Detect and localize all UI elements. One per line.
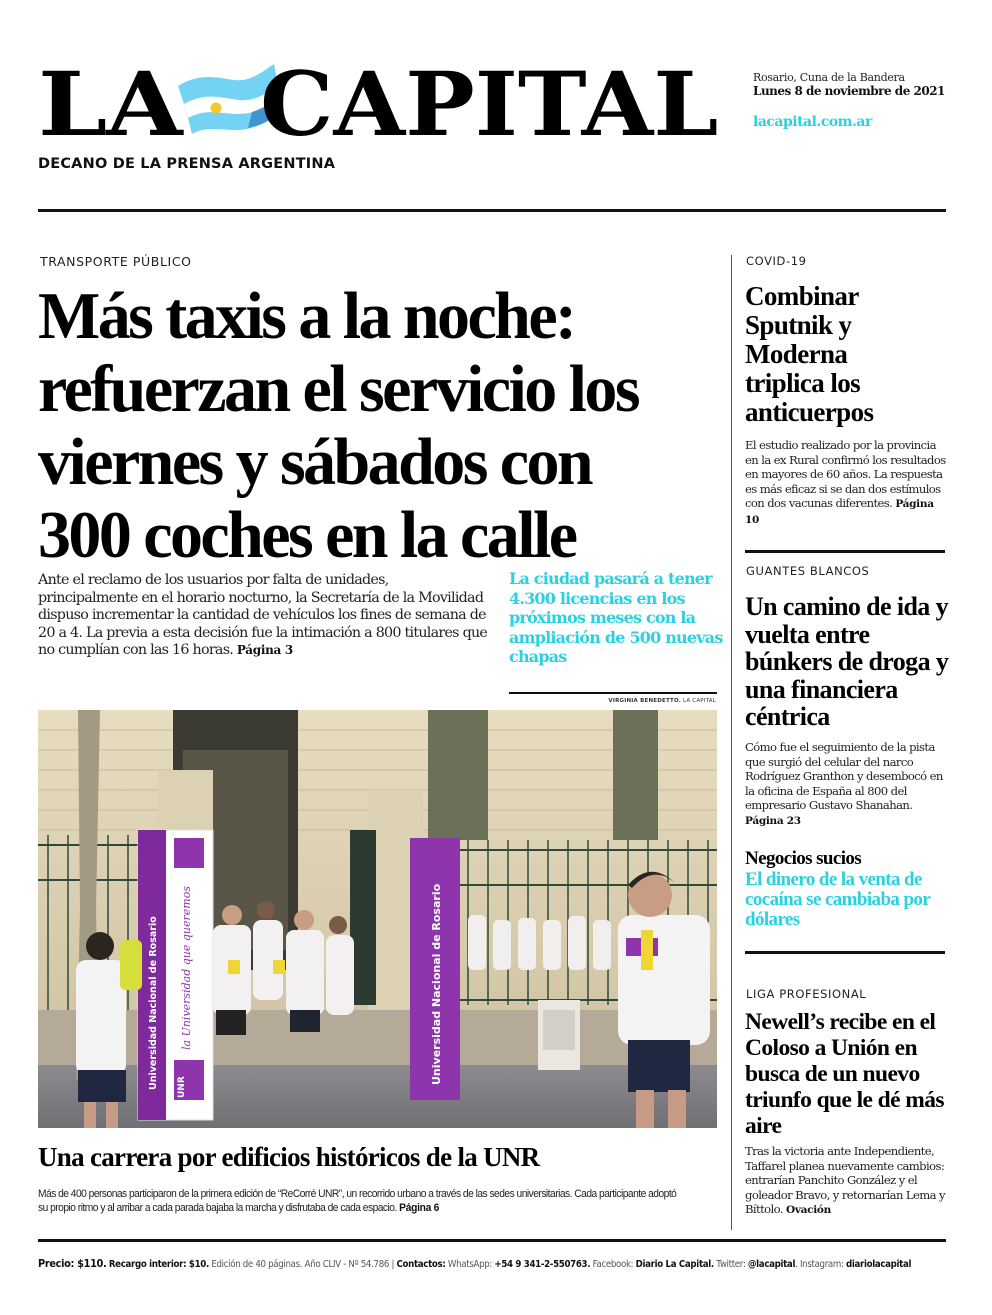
photographer-name: VIRGINIA BENEDETTO. — [608, 698, 682, 704]
contacts-label: Contactos: — [396, 1259, 446, 1270]
sidebar-divider — [745, 951, 945, 954]
twitter-link[interactable]: @lacapital — [747, 1259, 796, 1270]
masthead-logo[interactable] — [38, 52, 719, 156]
covid-deck — [745, 438, 950, 527]
logo-text-la: LA — [38, 52, 182, 156]
whatsapp-label: WhatsApp: — [447, 1259, 492, 1270]
caption-text: Más de 400 personas participaron de la primera edición de “ReCorré UNR”, un recorrido urbano a través de las sedes universitarias. Cada participante adoptó su propio ritmo y al arribar a cada parada bajaba la marcha y disfrutaba de cada espacio. — [38, 1188, 677, 1214]
footer-separator: | — [391, 1259, 395, 1270]
instagram-label: Instagram: — [799, 1259, 844, 1270]
facebook-label: Facebook: — [592, 1259, 634, 1270]
instagram-link[interactable]: diariolacapital — [846, 1259, 912, 1270]
guantes-kicker: GUANTES BLANCOS — [746, 564, 870, 578]
banner-left-slogan: la Universidad que queremos — [180, 886, 193, 1050]
guantes-deck — [745, 740, 950, 828]
website-link[interactable]: lacapital.com.ar — [753, 114, 872, 130]
page-reference[interactable]: Ovación — [786, 1204, 831, 1216]
masthead-date: Lunes 8 de noviembre de 2021 — [753, 84, 945, 98]
footer-info — [38, 1258, 912, 1270]
liga-kicker: LIGA PROFESIONAL — [746, 987, 867, 1001]
deck-text: Tras la victoria ante Independiente, Taffarel planea nuevamente cambios: entrarían Panchito González y el goleador Bravo, y retornarían Lema y Bíttolo. — [745, 1144, 946, 1216]
headline-line: refuerzan el servicio los — [38, 352, 638, 426]
twitter-label: Twitter: — [716, 1259, 746, 1270]
headline-line: Más taxis a la noche: — [38, 279, 575, 353]
page-reference[interactable]: Página 3 — [236, 643, 293, 657]
masthead-tagline: DECANO DE LA PRENSA ARGENTINA — [38, 156, 336, 172]
deck-text: Cómo fue el seguimiento de la pista que surgió del celular del narco Rodríguez Granthon y desembocó en la oficina de España al 800 del empresario Gustavo Shanahan. — [745, 740, 943, 812]
banner-right-text: Universidad Nacional de Rosario — [430, 883, 443, 1085]
masthead-divider — [38, 209, 946, 212]
main-story-kicker: TRANSPORTE PÚBLICO — [40, 254, 192, 269]
surcharge: Recargo interior: $10. — [108, 1259, 209, 1270]
banner-logo: UNR — [177, 1076, 187, 1098]
main-headline[interactable] — [38, 280, 718, 572]
covid-kicker: COVID-19 — [746, 254, 807, 268]
punctuation: . — [795, 1259, 798, 1270]
photo-illustration — [38, 710, 717, 1128]
covid-headline[interactable]: Combinar Sputnik y Moderna triplica los anticuerpos — [745, 281, 874, 427]
photo-story-headline[interactable]: Una carrera por edificios históricos de la UNR — [38, 1142, 540, 1172]
column-divider — [731, 255, 732, 1230]
main-story-highlight: La ciudad pasará a tener 4.300 licencias en los próximos meses con la ampliación de 500 nuevas chapas — [509, 569, 723, 666]
footer-divider — [38, 1239, 946, 1242]
photo-outlet: LA CAPITAL — [682, 698, 716, 704]
headline-line: 300 coches en la calle — [38, 498, 576, 572]
negocios-subtitle[interactable]: El dinero de la venta de cocaína se cambiaba por dólares — [745, 869, 930, 930]
liga-headline[interactable]: Newell’s recibe en el Coloso a Unión en busca de un nuevo triunfo que le dé más aire — [745, 1009, 944, 1139]
photo-story-caption — [38, 1187, 680, 1215]
page-reference[interactable]: Página 6 — [399, 1202, 439, 1214]
banner-left-text: Universidad Nacional de Rosario — [148, 916, 159, 1090]
deck-text: Ante el reclamo de los usuarios por falta de unidades, principalmente en el horario nocturno, la Secretaría de la Movilidad dispuso incrementar la cantidad de vehículos los fines de semana de 20 a 4. La previa a esta decisión fue la intimación a 800 titulares que no cumplían con las 16 horas. — [38, 572, 488, 658]
facebook-link[interactable]: Diario La Capital. — [635, 1259, 714, 1270]
main-photo[interactable] — [38, 710, 717, 1128]
sidebar-divider — [745, 550, 945, 553]
main-story-deck — [38, 572, 488, 660]
liga-deck — [745, 1144, 950, 1218]
headline-line: viernes y sábados con — [38, 425, 592, 499]
whatsapp-number[interactable]: +54 9 341-2-550763. — [494, 1259, 591, 1270]
masthead-place: Rosario, Cuna de la Bandera — [753, 71, 905, 84]
negocios-title[interactable]: Negocios sucios — [745, 848, 862, 869]
logo-text-capital: CAPITAL — [260, 52, 719, 156]
edition-info: Edición de 40 páginas. Año CLIV - Nº 54.786 — [211, 1259, 390, 1270]
photo-credit — [560, 698, 716, 704]
price: Precio: $110. — [38, 1258, 107, 1270]
page-reference[interactable]: Página 23 — [745, 814, 801, 827]
page-reference[interactable]: Página 10 — [745, 498, 934, 526]
deck-text: El estudio realizado por la provincia en la ex Rural confirmó los resultados en mayores de 60 años. La respuesta es más eficaz si se dan dos estímulos con dos vacunas diferentes. — [745, 438, 946, 510]
highlight-divider — [509, 692, 717, 694]
guantes-headline[interactable]: Un camino de ida y vuelta entre búnkers de droga y una financiera céntrica — [745, 592, 949, 731]
